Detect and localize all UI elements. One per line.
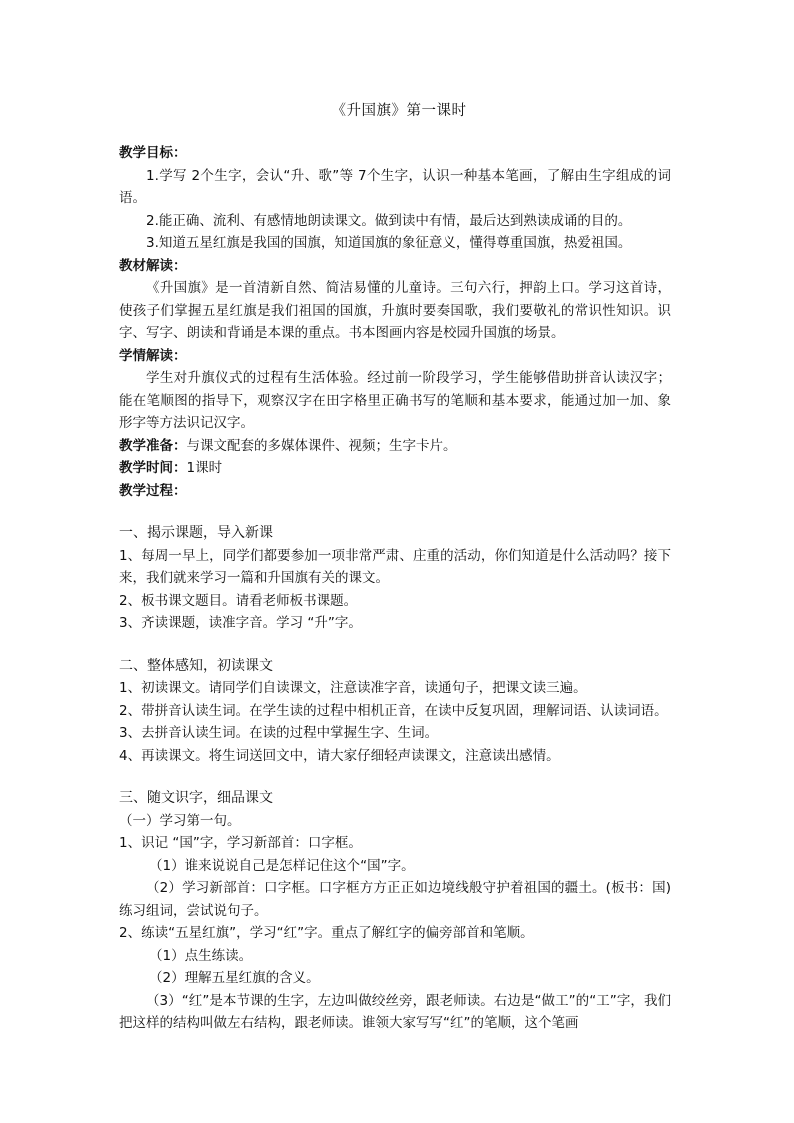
section1-item: 1、每周一早上，同学们都要参加一项非常严肃、庄重的活动，你们知道是什么活动吗？接下来，我们就来学习一篇和升国旗有关的课文。 — [119, 547, 671, 586]
section3-item: 2、练读“五星红旗”，学习“红”字。重点了解红字的偏旁部首和笔顺。 — [119, 925, 534, 941]
material-text: 《升国旗》是一首清新自然、简洁易懂的儿童诗。三句六行，押韵上口。学习这首诗，使孩子们掌握五星红旗是我们祖国的国旗，升旗时要奏国歌，我们要敬礼的常识性知识。识字、写字、朗读和背诵是本课的重点。书本图画内容是校园升国旗的场景。 — [119, 280, 671, 341]
section3-item: 1、识记 “国”字，学习新部首：口字框。 — [119, 835, 362, 851]
section1-item: 2、板书课文题目。请看老师板书课题。 — [119, 592, 358, 609]
time-line — [119, 457, 671, 480]
section3-subheading: （一）学习第一句。 — [119, 812, 241, 829]
prep-text: 与课文配套的多媒体课件、视频；生字卡片。 — [186, 437, 457, 454]
goal-item: 2.能正确、流利、有感情地朗读课文。做到读中有情，最后达到熟读成诵的目的。 — [146, 212, 632, 229]
section3-heading: 三、随文识字，细品课文 — [119, 790, 273, 806]
section1-item: 3、齐读课题，读准字音。学习 “升”字。 — [119, 615, 362, 631]
time-heading: 教学时间： — [119, 460, 187, 476]
section2-item: 2、带拼音认读生词。在学生读的过程中相机正音，在读中反复巩固，理解词语、认读词语。 — [119, 702, 668, 719]
material-heading: 教材解读： — [119, 257, 187, 274]
section2-item: 1、初读课文。请同学们自读课文，注意读准字音，读通句子，把课文读三遍。 — [119, 680, 587, 696]
section2-heading: 二、整体感知，初读课文 — [119, 657, 273, 674]
goal-item: 3.知道五星红旗是我国的国旗，知道国旗的象征意义，懂得尊重国旗，热爱祖国。 — [146, 235, 632, 251]
section2-item: 4、再读课文。将生词送回文中，请大家仔细轻声读课文，注意读出感情。 — [119, 747, 560, 764]
section3-subitem: （3）“红”是本节课的生字，左边叫做绞丝旁，跟老师读。右边是“做工”的“工”字，我们把这样的结构叫做左右结构，跟老师读。谁领大家写写“红”的笔顺，这个笔画 — [119, 992, 671, 1031]
section3-subitem: （1）点生练读。 — [149, 947, 253, 964]
learners-heading: 学情解读： — [119, 347, 187, 364]
process-heading: 教学过程： — [119, 482, 187, 499]
spacer — [119, 635, 671, 655]
prep-heading: 教学准备： — [119, 437, 187, 454]
goal-item: 1.学写 2个生字，会认“升、歌”等 7个生字，认识一种基本笔画，了解由生字组成的词语。 — [119, 167, 671, 206]
document-body — [119, 142, 671, 1035]
time-text: 1课时 — [186, 460, 223, 476]
section1-heading: 一、揭示课题，导入新课 — [119, 525, 273, 541]
learners-text: 学生对升旗仪式的过程有生活体验。经过前一阶段学习，学生能够借助拼音认读汉字；能在笔顺图的指导下，观察汉字在田字格里正确书写的笔顺和基本要求，能通过加一加、象形字等方法识记汉字。 — [119, 370, 671, 431]
section3-subitem: （2）理解五星红旗的含义。 — [149, 970, 320, 986]
section2-item: 3、去拼音认读生词。在读的过程中掌握生字、生词。 — [119, 725, 439, 741]
spacer — [119, 767, 671, 787]
goals-heading: 教学目标： — [119, 145, 187, 161]
section3-subitem: （1）谁来说说自己是怎样记住这个“国”字。 — [149, 857, 415, 874]
section3-subitem: （2）学习新部首：口字框。口字框方方正正如边境线般守护着祖国的疆土。(板书：国)练习组词，尝试说句子。 — [119, 880, 671, 919]
page-title: 《升国旗》第一课时 — [331, 103, 467, 119]
spacer — [119, 502, 671, 522]
prep-line — [119, 435, 671, 458]
